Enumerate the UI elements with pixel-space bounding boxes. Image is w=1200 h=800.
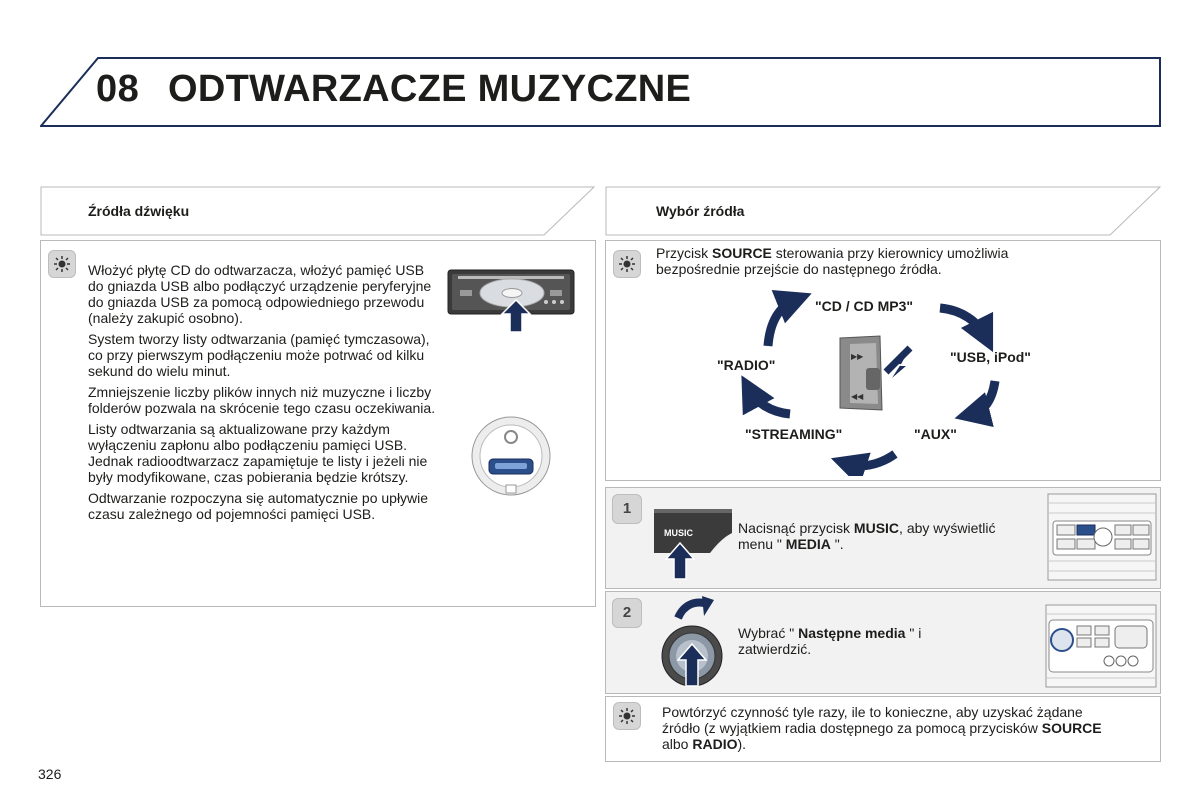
step-2-badge: 2 <box>612 598 642 628</box>
right-section-title: Wybór źródła <box>656 203 745 219</box>
source-cd: "CD / CD MP3" <box>815 298 914 314</box>
cycle-arrow <box>750 391 790 414</box>
left-paragraph-4: Listy odtwarzania są aktualizowane przy każdym wyłączeniu zapłonu albo podłączeniu pamięci USB. Jednak radioodtwarzacz zapamiętuje te listy i jeżeli nie były modyfikowane, czas pobierania będzie krótszy. <box>88 421 428 485</box>
chapter-number: 08 <box>96 68 140 110</box>
radio-panel-illustration <box>1045 604 1157 688</box>
radio-panel-illustration <box>1047 493 1157 581</box>
cycle-arrow <box>940 308 985 336</box>
music-button-label: MUSIC <box>664 528 693 538</box>
svg-text:◀◀: ◀◀ <box>851 392 864 401</box>
source-streaming: "STREAMING" <box>745 426 843 442</box>
source-intro-text: Przycisk SOURCE sterowania przy kierownicy umożliwia bezpośrednie przejście do następnego źródła. <box>656 245 1009 277</box>
music-button-illustration <box>650 505 734 581</box>
step-2-text: Wybrać " Następne media " i zatwierdzić. <box>738 625 922 657</box>
cd-player-illustration <box>446 268 576 334</box>
source-usb: "USB, iPod" <box>950 349 1031 365</box>
tip-icon <box>48 250 76 278</box>
left-paragraph-2: System tworzy listy odtwarzania (pamięć tymczasowa), co przy pierwszym podłączeniu może potrwać od kilku sekund do wielu minut. <box>88 331 430 379</box>
cycle-arrow <box>972 381 995 414</box>
left-section-title: Źródła dźwięku <box>88 203 190 219</box>
chapter-title: ODTWARZACZE MUZYCZNE <box>168 68 692 110</box>
tip-icon <box>613 250 641 278</box>
source-aux: "AUX" <box>914 426 957 442</box>
tip-icon <box>613 702 641 730</box>
left-paragraph-3: Zmniejszenie liczby plików innych niż muzyczne i liczby folderów pozwala na skrócenie tego czasu oczekiwania. <box>88 384 436 416</box>
rotary-knob-illustration <box>656 592 740 690</box>
step-1-badge: 1 <box>612 494 642 524</box>
cycle-arrow <box>848 454 895 466</box>
repeat-note-text: Powtórzyć czynność tyle razy, ile to konieczne, aby uzyskać żądane źródło (z wyjątkiem radia dostępnego za pomocą przycisków SOURCE albo RADIO). <box>662 704 1102 752</box>
left-paragraph-1: Włożyć płytę CD do odtwarzacza, włożyć pamięć USB do gniazda USB albo podłączyć urządzenie peryferyjne do gniazda USB za pomocą odpowiedniego przewodu (należy zakupić osobno). <box>88 262 432 326</box>
source-radio: "RADIO" <box>717 357 776 373</box>
steering-control-icon <box>840 336 910 410</box>
step-1-text: Nacisnąć przycisk MUSIC, aby wyświetlić menu " MEDIA ". <box>738 520 996 552</box>
cycle-arrow <box>768 300 795 346</box>
source-cycle-diagram <box>700 286 1060 476</box>
usb-socket-illustration <box>470 415 552 497</box>
left-paragraph-5: Odtwarzanie rozpoczyna się automatycznie po upływie czasu zależnego od pojemności pamięci USB. <box>88 490 429 522</box>
left-body-text <box>88 262 436 527</box>
page-number: 326 <box>38 766 62 782</box>
source-keyword: SOURCE <box>712 245 772 261</box>
svg-text:▶▶: ▶▶ <box>851 352 864 361</box>
